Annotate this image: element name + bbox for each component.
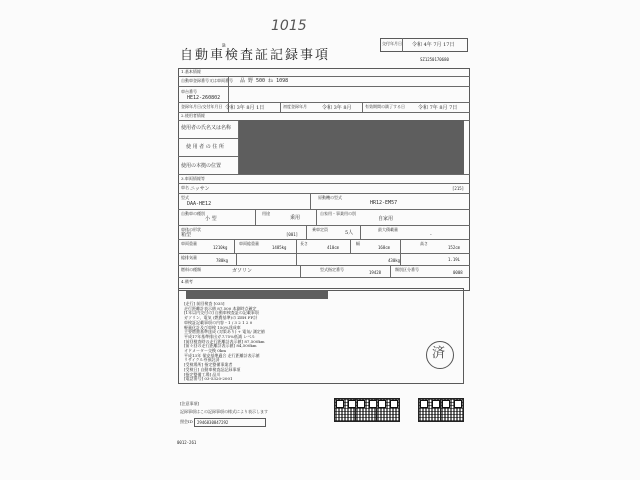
length-value: 410cm <box>327 245 340 250</box>
section-vehicle-header: 3.車両情報等 <box>181 176 205 181</box>
first-reg-value: 令和 3年 8月 1日 <box>225 105 265 111</box>
use-label: 自動車の種別 <box>181 211 205 216</box>
notes-line: [電話番号] 03-5320-2001 <box>184 376 233 382</box>
width-value: 168cm <box>378 245 391 250</box>
purpose-label: 用途 <box>262 211 270 216</box>
notes-line: [指定整備工場] 品川 <box>184 371 221 377</box>
reg-number-value: 品 野 500 ね 1098 <box>240 78 289 84</box>
chassis-value: HE12-260802 <box>187 95 221 101</box>
section-owner-header: 2.使用者情報 <box>181 113 205 118</box>
first-year-label: 初度登録年月 <box>283 104 307 109</box>
width-label: 幅 <box>356 241 360 246</box>
first-year-value: 令和 3年 8月 <box>322 105 352 111</box>
qr-code-4 <box>418 398 442 422</box>
notes-redaction <box>186 290 328 299</box>
use-value: 小 型 <box>205 216 217 222</box>
first-reg-label: 登録年月日/交付年月日 <box>181 104 223 109</box>
engine-value: HR12-EM57 <box>370 200 398 206</box>
biz-value: 自家用 <box>378 216 394 222</box>
biz-label: 自家用・事業用の別 <box>320 211 356 216</box>
owner-name-label: 使用者の氏名又は名称 <box>181 125 232 131</box>
code-label: 照会ID <box>180 419 193 424</box>
shape-label: 車体の形状 <box>181 227 201 232</box>
expiry-label: 有効期間の満了する日 <box>365 104 405 109</box>
shape-value: 箱型 <box>181 232 192 238</box>
type-number-label: 型式指定番号 <box>320 267 344 272</box>
issue-date-label: 交付年月日 <box>382 41 402 46</box>
footer-code: 0012-261 <box>177 440 197 445</box>
displacement-value: 1.19L <box>448 257 461 262</box>
gross-label: 車両総重量 <box>239 241 259 246</box>
base-location-label: 使用の本拠の位置 <box>181 163 222 169</box>
axle-front-value: 780kg <box>216 258 229 263</box>
weight-value: 1210kg <box>213 245 228 250</box>
type-number-value: 19428 <box>369 270 382 275</box>
length-label: 長さ <box>300 241 308 246</box>
notes-line: 軽量化計及び車検 150%達成車 <box>184 324 241 330</box>
notes-line: 車検証記載事項の内容・1 / 3 2 1 2 0 <box>184 319 253 325</box>
max-load-label: 最大積載量 <box>378 227 398 232</box>
notes-line: 走行距離計表示値 87,500 本測時点確定 <box>184 305 257 311</box>
notes-line: [前々回の走行距離計表示値] 84,500km <box>184 343 257 349</box>
notes-line: オドメーター交換 0km <box>184 348 226 353</box>
owner-info-redaction <box>239 120 464 174</box>
model-label: 型式 <box>181 195 189 200</box>
handwritten-number: 1015 <box>271 18 307 34</box>
purpose-value: 乗用 <box>290 215 301 221</box>
capacity-label: 乗車定員 <box>312 227 328 232</box>
fuel-label: 燃料の種類 <box>181 267 201 272</box>
axle-mid-value: 430kg <box>388 258 401 263</box>
stamp-character: 済 <box>432 346 446 361</box>
qr-code-5 <box>440 398 464 422</box>
displacement-label: 総排気量 <box>181 255 197 260</box>
qr-code-3 <box>376 398 400 422</box>
notes-line: [受検日] 自動車検査証記録事項 <box>184 366 241 372</box>
notes-line: 平成17年基準排出ガス75%低減 レベル <box>184 333 256 339</box>
weight-label: 車両重量 <box>181 241 197 246</box>
expiry-value: 令和 7年 8月 7日 <box>418 105 458 111</box>
notes-line: 平成13年 保安基準適合 走行距離計表示値 <box>184 352 260 358</box>
shape-code: [001] <box>286 232 299 237</box>
section-notes-header: 4.備考 <box>181 279 193 284</box>
height-value: 152cm <box>448 245 461 250</box>
model-value: DAA-HE12 <box>187 201 212 207</box>
engine-label: 原動機の型式 <box>318 195 342 200</box>
gross-value: 1485kg <box>272 245 287 250</box>
max-load-value: - <box>430 232 432 238</box>
height-label: 高さ <box>420 241 428 246</box>
notes-line: [受検場所] 指定整備事業者 <box>184 362 233 368</box>
document-code: SZ1250170680 <box>420 57 449 62</box>
footer-note-label: [注意事項] <box>180 401 200 406</box>
category-label: 類別区分番号 <box>395 267 419 272</box>
owner-address-label: 使 用 者 の 住 所 <box>186 144 224 150</box>
maker-value: ニッサン <box>190 186 210 192</box>
notes-line: [前回検査時の走行距離計表示値] 87,500km <box>184 338 265 344</box>
fuel-value: ガソリン <box>232 268 253 274</box>
issue-date-value: 令和 4年 7月 17日 <box>412 42 455 48</box>
maker-code: [215] <box>452 186 465 191</box>
notes-line: [1年以内交付の] 自動車検査証の記載事項 <box>184 310 259 316</box>
footer-note: 記録事項はこの記録事項の様式により表示します <box>180 409 268 414</box>
notes-line: リサイクル券預託済 <box>184 357 220 363</box>
category-value: 0008 <box>453 270 463 275</box>
capacity-value: 5人 <box>345 230 354 236</box>
code-value: 2946830847292 <box>197 420 229 425</box>
notes-line: 主要燃費基準達成 (対策あり) + 電気/ 測定値 <box>184 329 265 335</box>
top-mark: B <box>222 43 226 49</box>
section-base-header: 1.基本情報 <box>181 69 201 74</box>
reg-number-label: 自動車登録番号又は車両番号 <box>181 78 233 83</box>
maker-label: 車名 <box>181 185 189 190</box>
notes-line: ガソリン、電気 (燃費基準)の ZEH FF計 <box>184 315 258 321</box>
chassis-label: 車台番号 <box>181 89 197 94</box>
notes-line: [走行] 前回検査 [035] <box>184 301 225 306</box>
document-title: 自動車検査証記録事項 <box>180 48 331 63</box>
